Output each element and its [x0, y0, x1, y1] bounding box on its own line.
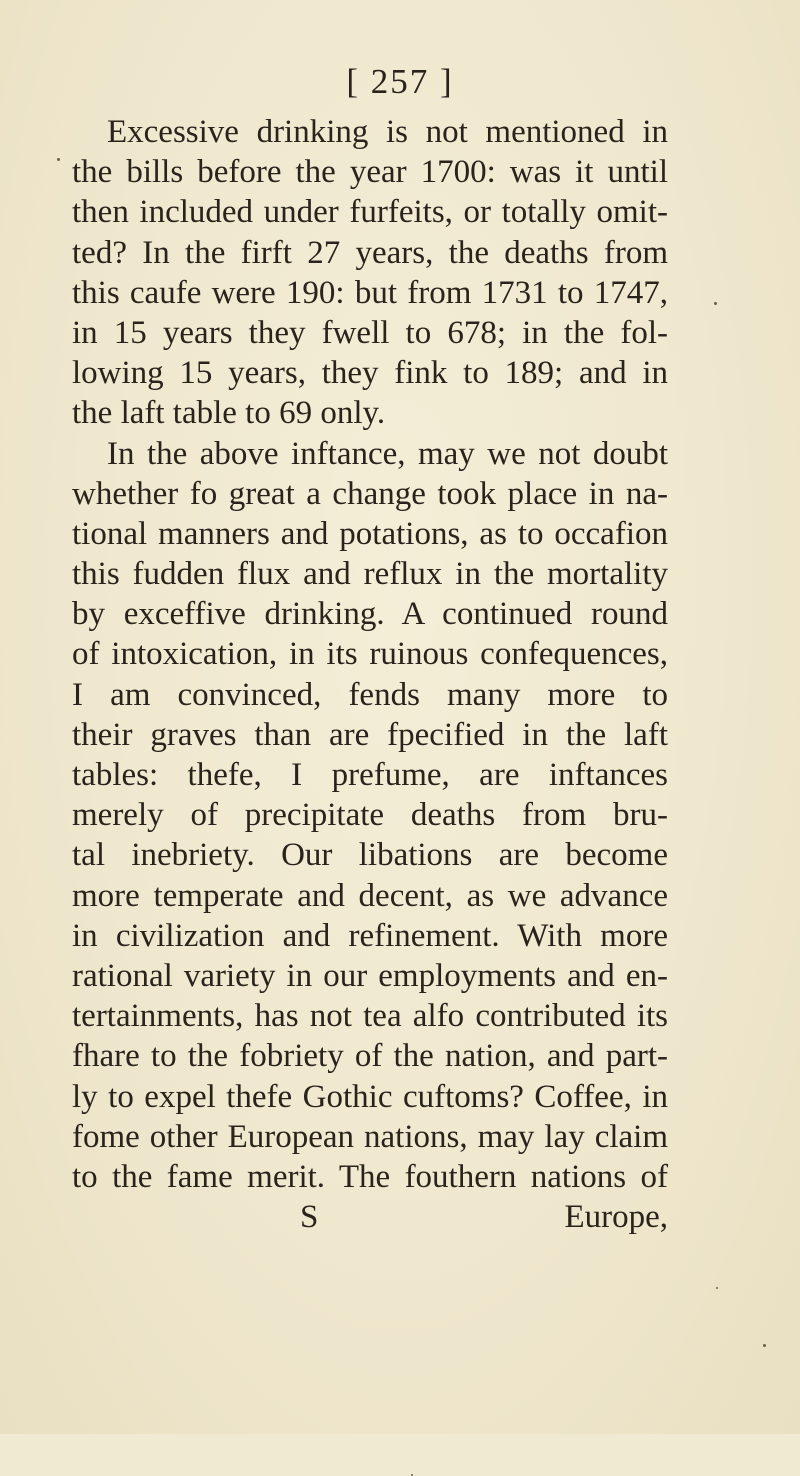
text-line: tables: thefe, I prefume, are inftances [72, 757, 668, 793]
text-line: this fudden flux and reflux in the mortality [72, 556, 668, 593]
text-line: their graves than are fpecified in the laft [72, 716, 668, 753]
text-line: by exceffive drinking. A continued round [72, 596, 668, 633]
text-line: rational variety in our employments and en- [72, 957, 668, 994]
text-line: then included under furfeits, or totally omit- [72, 194, 668, 231]
paper-speck [714, 302, 717, 305]
text-line: in 15 years they fwell to 678; in the fol- [72, 314, 668, 351]
catchword: Europe, [564, 1199, 668, 1236]
signature-mark: S [300, 1199, 319, 1236]
text-line: fhare to the fobriety of the nation, and part- [72, 1038, 668, 1075]
text-line: Excessive drinking is not mentioned in [107, 114, 668, 150]
text-line: merely of precipitate deaths from bru- [72, 797, 668, 834]
text-line: the bills before the year 1700: was it until [72, 154, 668, 191]
text-line: of intoxication, in its ruinous confequences, [72, 636, 668, 673]
paper-speck [763, 1344, 766, 1347]
text-line: lowing 15 years, they fink to 189; and in [72, 355, 668, 392]
footer-line [72, 1197, 668, 1237]
paper-speck [716, 1287, 718, 1289]
text-line: tional manners and potations, as to occafion [72, 515, 668, 552]
text-line: ly to expel thefe Gothic cuftoms? Coffee, in [72, 1078, 668, 1115]
text-line: tal inebriety. Our libations are become [72, 837, 668, 874]
paper-speck [57, 158, 60, 161]
body-text [72, 112, 668, 1237]
text-line: to the fame merit. The fouthern nations of [72, 1158, 668, 1195]
text-line: more temperate and decent, as we advance [72, 877, 668, 914]
page-number-header: [ 257 ] [346, 62, 454, 101]
text-line: the laft table to 69 only. [72, 395, 386, 432]
text-line: in civilization and refinement. With more [72, 917, 668, 954]
text-line: I am convinced, fends many more to [72, 676, 668, 713]
text-line: this caufe were 190: but from 1731 to 1747, [72, 274, 668, 311]
text-line: fome other European nations, may lay claim [72, 1118, 668, 1155]
text-line: whether fo great a change took place in na- [72, 475, 668, 512]
text-line: tertainments, has not tea alfo contributed its [72, 998, 668, 1035]
text-line: In the above inftance, may we not doubt [107, 435, 668, 472]
text-line: ted? In the firft 27 years, the deaths from [72, 234, 668, 271]
